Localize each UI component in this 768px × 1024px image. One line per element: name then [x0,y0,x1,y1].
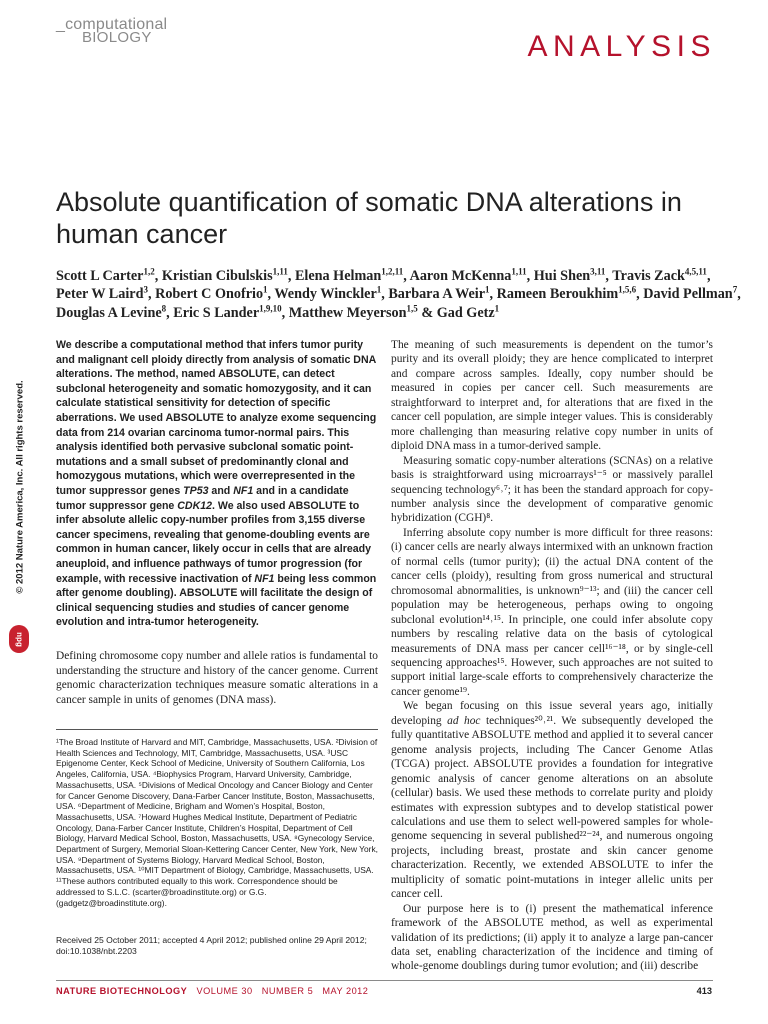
author-affiliation-mark: 7 [732,284,738,295]
body-paragraph: We began focusing on this issue several years ago, initially developing ad hoc techniques²⁰˒²¹. We subsequently developed the fully quantitative ABSOLUTE method and applied it to several cancer genome analysis projects, including The Cancer Genome Atlas (TCGA) project. ABSOLUTE provides a foundation for integrative genomic analysis of cancer genome alterations on an absolute (cellular) basis. We used these methods to correlate purity and ploidy estimates with expression subtypes and to develop statistical power calculations and use them to select well-powered samples for whole-genome sequencing in several published²²⁻²⁴, and numerous ongoing projects, including breast, prostate and skin cancer genome characterization. Recently, we extended ABSOLUTE to infer the multiplicity of somatic point-mutations in integer allelic units per cancer cell. [391,700,714,901]
journal-footer [56,986,368,996]
author-affiliation-mark: 1 [263,284,268,295]
author-name: Hui Shen [533,268,591,284]
body-paragraph: Measuring somatic copy-number alterations (SCNAs) on a relative basis is straightforward using microarrays¹⁻⁵ or massively parallel sequencing technology⁶˒⁷; it has been the standard approach for copy-number analysis since the development of comparative genomic hybridization (CGH)⁸. [391,454,713,525]
author-name: Travis Zack [612,268,685,284]
author-name: Peter W Laird [56,286,144,303]
author-affiliation-mark: 3 [143,284,148,295]
author-affiliation-mark: 3,11 [590,266,606,277]
author-affiliation-mark: 1 [376,284,382,295]
author-name: Gad Getz [436,304,495,321]
body-paragraph: The meaning of such measurements is dependent on the tumor’s purity and its overall ploidy; they are hence complicated to interpret and compare across samples. Ideally, copy number should be measured in copies per cancer cell. Such measurements are straightforward to interpret and, for alterations that are fixed in the cancer cell population, are simple integer values. This is considerably more challenging than measuring relative copy number in units of diploid DNA mass in a tumor-derived sample. [391,339,713,453]
author-list: Scott L Carter$^{1,2}$, Kristian Cibulskis$^{1,11}$, Elena Helman$^{1,2,11}$, Aaron McKenna$^{1,11}$, Hui Shen$^{3,11}$, Travis Zack$^{4,5,11}$, Peter W Laird$^3$, Robert C Onofrio$^1$, Wendy Winckler$^1$, Barbara A Weir$^1$, Rameen Beroukhim$^{1,5,6}$, David Pellman$^7$, Douglas A Levine$^8$, Eric S Lander$^{1,9,10}$, Matthew Meyerson$^{1,5}$ & Gad Getz$^1$ [56,266,741,321]
gene-name: NF1 [233,484,254,497]
author-name: Elena Helman [294,268,382,284]
author-name: Barbara A Weir [388,286,486,303]
copyright-text: © 2012 Nature America, Inc. All rights reserved. [14,380,26,594]
footer-issue: VOLUME 30 NUMBER 5 MAY 2012 [190,986,369,996]
author-affiliation-mark: 1 [485,284,490,295]
npg-logo-text: npg [14,631,24,647]
author-affiliation-mark: 1,2,11 [381,266,404,277]
body-paragraph: Our purpose here is to (i) present the mathematical inference framework of the ABSOLUTE method, as well as experimental validation of its predictions; (ii) apply it to analyze a large pan-cancer data set, enabling characterization of the incidence and timing of whole-genome doublings during tumor evolution; and (iii) describe [391,902,713,973]
author-affiliation-mark: 8 [161,302,167,313]
gene-name: TP53 [183,484,209,497]
author-affiliation-mark: 1,5 [406,302,418,313]
author-name: Kristian Cibulskis [161,268,273,284]
author-affiliation-mark: 4,5,11 [684,266,707,277]
author-name: Scott L Carter [56,268,144,284]
footer-divider [56,980,713,981]
article-title: Absolute quantification of somatic DNA alterations in human cancer [56,187,682,249]
npg-logo [9,625,29,653]
author-name: Matthew Meyerson [288,304,407,321]
gene-name: CDK12 [177,499,213,512]
journal-brand [56,18,167,44]
author-name: Rameen Beroukhim [496,286,619,303]
abstract: We describe a computational method that infers tumor purity and malignant cell ploidy directly from analysis of somatic DNA alterations. The method, named ABSOLUTE, can detect subclonal heterogeneity and somatic homozygosity, and it can calculate statistical sensitivity for detection of specific aberrations. We used ABSOLUTE to analyze exome sequencing data from 214 ovarian carcinoma tumor-normal pairs. This analysis identified both pervasive subclonal somatic point-mutations and a small subset of predominantly clonal and homozygous mutations, which were overrepresented in the tumor suppressor genes TP53 and NF1 and in a candidate tumor suppressor gene CDK12. We also used ABSOLUTE to infer absolute allelic copy-number profiles from 3,155 diverse cancer specimens, revealing that genome-doubling events are common in human cancer, likely occur in cells that are already aneuploid, and influence pathways of tumor progression (for example, with recessive inactivation of NF1 being less common after genome doubling). ABSOLUTE will facilitate the design of clinical sequencing studies and studies of cancer genome evolution and intra-tumor heterogeneity. [56,339,377,629]
body-paragraph: Inferring absolute copy number is more difficult for three reasons: (i) cancer cells are nearly always intermixed with an unknown fraction of normal cells (tumor purity); (ii) the actual DNA content of the cancer cells (ploidy), resulting from gross numerical and structural chromosomal abnormalities, is unknown⁹⁻¹³; and (iii) the cancer cell population may be heterogeneous, perhaps owing to ongoing subclonal evolution¹⁴˒¹⁵. In principle, one could infer absolute copy numbers by rescaling relative data on the basis of cytological measurements of DNA mass per cancer cell¹⁶⁻¹⁸, or by single-cell sequencing approaches¹⁵. However, such approaches are not suited to support initial large-scale efforts to comprehensively characterize the cancer genome¹⁹. [391,526,713,698]
author-affiliation-mark: 1,9,10 [259,302,282,313]
author-affiliation-mark: 1,11 [272,266,288,277]
body-right-column [391,338,713,974]
author-affiliation-mark: 1,5,6 [618,284,637,295]
brand-line-2: BIOLOGY [82,29,152,46]
page-number: 413 [696,986,712,996]
brand-line-1: _computational [56,16,168,33]
publication-dates: Received 25 October 2011; accepted 4 April 2012; published online 29 April 2012; doi:10.1038/nbt.2203 [56,935,367,956]
intro-paragraph-left: Defining chromosome copy number and allele ratios is fundamental to understanding the structure and history of the cancer genome. Current genomic characterization techniques measure somatic alterations in a cancer sample in units of genomes (DNA mass). [56,650,378,706]
footer-journal-name: NATURE BIOTECHNOLOGY [56,986,188,996]
gene-name: NF1 [254,572,275,585]
italic-term: ad hoc [447,714,481,727]
author-affiliation-mark: 1,11 [511,266,527,277]
author-affiliation-mark: 1 [494,302,500,313]
author-affiliation-mark: 1,2 [143,266,155,277]
author-name: Wendy Winckler [274,286,377,303]
copyright-notice [10,372,30,602]
author-name: Aaron McKenna [409,268,512,284]
author-name: Douglas A Levine [56,304,162,321]
author-name: Eric S Lander [173,304,260,321]
author-name: Robert C Onofrio [155,286,264,303]
author-name: David Pellman [643,286,733,303]
author-affiliations: ¹The Broad Institute of Harvard and MIT, Cambridge, Massachusetts, USA. ²Division of Health Sciences and Technology, MIT, Cambridge, Massachusetts, USA. ³USC Epigenome Center, Keck School of Medicine, University of Southern California, Los Angeles, California, USA. ⁴Biophysics Program, Harvard University, Cambridge, Massachusetts, USA. ⁵Divisions of Medical Oncology and Cancer Biology and Center for Cancer Genome Discovery, Dana-Farber Cancer Institute, Boston, Massachusetts, USA. ⁶Department of Medicine, Brigham and Women’s Hospital, Boston, Massachusetts, USA. ⁷Howard Hughes Medical Institute, Department of Pediatric Oncology, Dana-Farber Cancer Institute, Children’s Hospital, Department of Cell Biology, Harvard Medical School, Boston, Massachusetts, USA. ⁸Gynecology Service, Department of Surgery, Memorial Sloan-Kettering Cancer Center, New York, New York, USA. ⁹Department of Systems Biology, Harvard Medical School, Boston, Massachusetts, USA. ¹⁰MIT Department of Biology, Cambridge, Massachusetts, USA. ¹¹These authors contributed equally to this work. Correspondence should be addressed to S.L.C. (scarter@broadinstitute.org) or G.G. (gadgetz@broadinstitute.org). [56,737,378,908]
footnote-divider [56,729,378,730]
section-label: ANALYSIS [527,30,716,63]
